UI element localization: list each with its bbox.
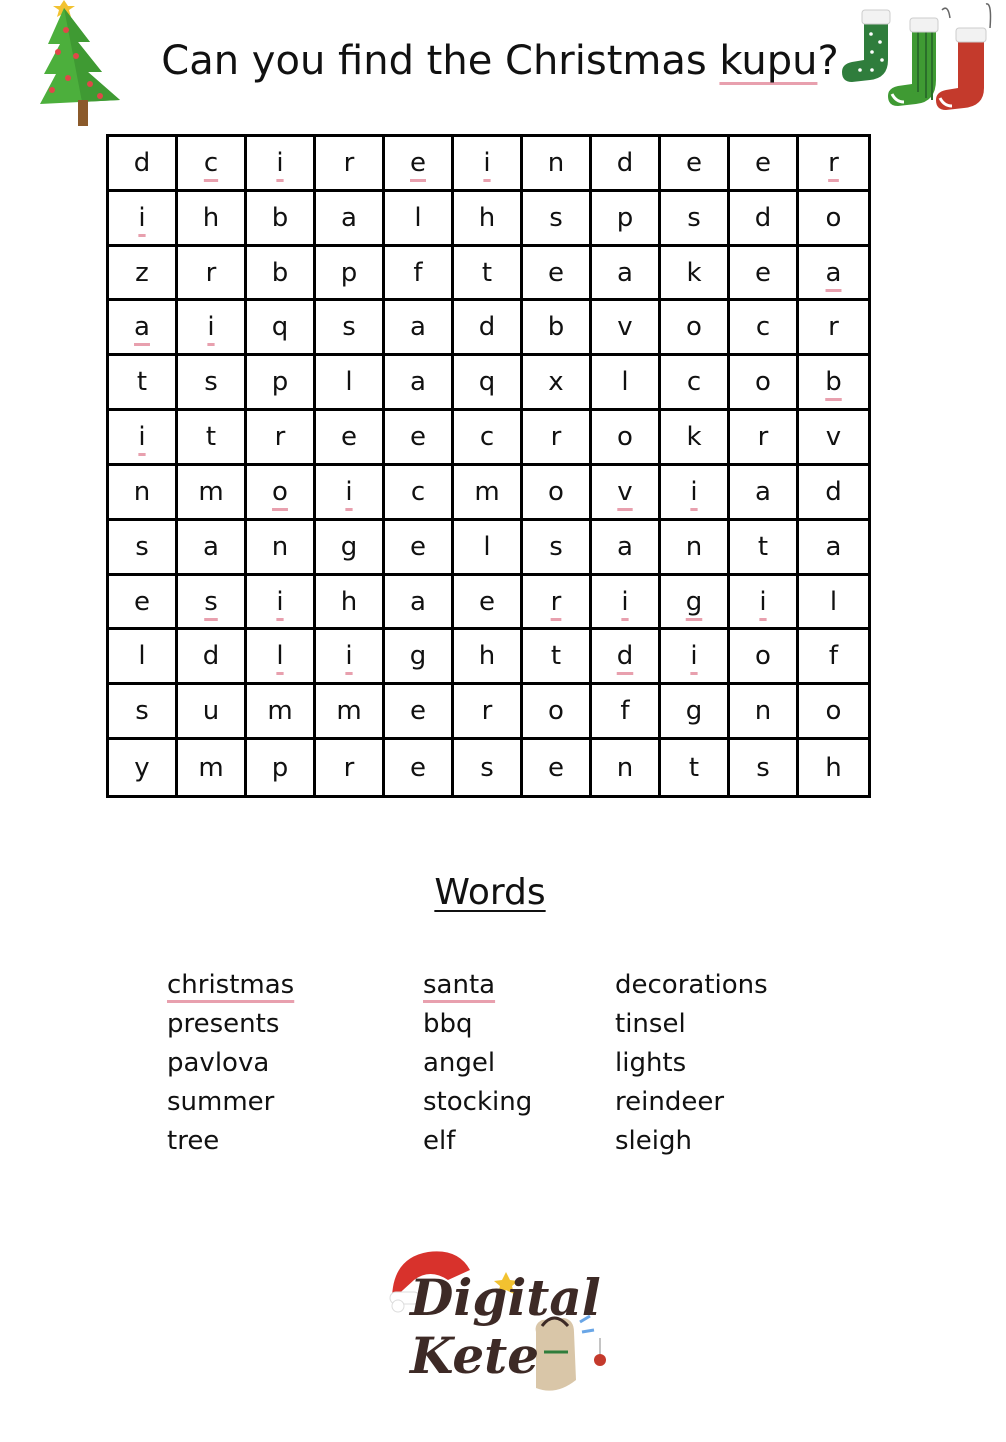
grid-letter: o <box>272 476 288 507</box>
grid-cell <box>730 740 799 795</box>
grid-cell <box>385 411 454 466</box>
grid-letter: t <box>205 422 217 453</box>
grid-cell <box>661 356 730 411</box>
grid-cell <box>523 301 592 356</box>
logo-text-line2: Kete <box>410 1326 540 1385</box>
grid-letter: e <box>755 147 771 178</box>
grid-letter: e <box>410 696 426 727</box>
grid-letter: n <box>685 531 703 562</box>
grid-letter: i <box>207 312 215 343</box>
grid-letter: t <box>757 531 769 562</box>
grid-letter: i <box>345 476 353 507</box>
grid-letter: y <box>134 752 150 783</box>
grid-letter: s <box>549 531 563 562</box>
grid-cell <box>109 576 178 631</box>
grid-letter: i <box>690 476 698 507</box>
grid-cell <box>454 137 523 192</box>
grid-cell <box>523 576 592 631</box>
grid-letter: a <box>341 202 357 233</box>
grid-letter: r <box>274 422 286 453</box>
christmas-tree-icon <box>30 0 134 130</box>
grid-letter: f <box>413 257 423 288</box>
grid-cell <box>799 192 868 247</box>
grid-letter: r <box>828 312 839 343</box>
stockings-icon <box>838 2 1002 114</box>
grid-cell <box>592 685 661 740</box>
grid-letter: h <box>478 641 496 672</box>
grid-letter: d <box>616 641 634 672</box>
grid-letter: e <box>548 257 564 288</box>
grid-letter: r <box>481 696 493 727</box>
grid-cell <box>385 630 454 685</box>
title-underlined-word: kupu <box>719 38 818 84</box>
grid-cell <box>316 740 385 795</box>
grid-cell <box>247 137 316 192</box>
grid-cell <box>385 576 454 631</box>
grid-letter: r <box>550 422 562 453</box>
grid-letter: t <box>481 257 493 288</box>
grid-cell <box>592 466 661 521</box>
grid-letter: h <box>478 202 496 233</box>
grid-letter: e <box>755 257 771 288</box>
grid-cell <box>799 137 868 192</box>
grid-cell <box>109 301 178 356</box>
grid-letter: p <box>271 752 289 783</box>
grid-cell <box>385 685 454 740</box>
grid-letter: r <box>757 422 769 453</box>
grid-cell <box>385 192 454 247</box>
grid-letter: n <box>754 696 772 727</box>
grid-cell <box>523 466 592 521</box>
grid-letter: l <box>414 202 422 233</box>
grid-letter: a <box>410 367 426 398</box>
grid-letter: i <box>621 586 629 617</box>
grid-cell <box>109 247 178 302</box>
grid-cell <box>178 301 247 356</box>
grid-letter: o <box>548 476 564 507</box>
grid-letter: e <box>410 147 426 178</box>
grid-letter: a <box>203 531 219 562</box>
word-item: sleigh <box>615 1126 692 1156</box>
grid-letter: o <box>755 641 771 672</box>
grid-cell <box>661 137 730 192</box>
grid-letter: n <box>616 752 634 783</box>
grid-letter: k <box>686 257 702 288</box>
grid-cell <box>247 576 316 631</box>
grid-cell <box>523 137 592 192</box>
grid-cell <box>523 521 592 576</box>
grid-letter: a <box>410 586 426 617</box>
grid-cell <box>799 576 868 631</box>
grid-cell <box>592 247 661 302</box>
grid-letter: m <box>336 696 362 727</box>
grid-letter: h <box>202 202 220 233</box>
grid-cell <box>385 740 454 795</box>
grid-letter: e <box>548 752 564 783</box>
grid-cell <box>109 630 178 685</box>
grid-letter: s <box>549 202 563 233</box>
grid-letter: i <box>759 586 767 617</box>
grid-letter: e <box>341 422 357 453</box>
grid-cell <box>454 630 523 685</box>
grid-cell <box>730 301 799 356</box>
grid-letter: s <box>135 696 149 727</box>
word-item: angel <box>423 1048 496 1078</box>
grid-letter: a <box>755 476 771 507</box>
grid-letter: a <box>410 312 426 343</box>
grid-letter: v <box>617 476 633 507</box>
grid-letter: p <box>616 202 634 233</box>
grid-cell <box>661 192 730 247</box>
grid-cell <box>178 466 247 521</box>
grid-cell <box>316 137 385 192</box>
grid-cell <box>316 521 385 576</box>
grid-letter: r <box>828 147 839 178</box>
grid-cell <box>523 685 592 740</box>
grid-cell <box>316 576 385 631</box>
grid-letter: v <box>617 312 633 343</box>
grid-cell <box>316 685 385 740</box>
grid-letter: d <box>133 147 151 178</box>
grid-letter: o <box>617 422 633 453</box>
grid-cell <box>454 356 523 411</box>
grid-letter: l <box>345 367 353 398</box>
grid-cell <box>523 356 592 411</box>
grid-cell <box>730 466 799 521</box>
grid-cell <box>661 630 730 685</box>
grid-cell <box>661 247 730 302</box>
grid-cell <box>799 247 868 302</box>
grid-letter: r <box>205 257 217 288</box>
grid-letter: t <box>136 367 148 398</box>
grid-cell <box>385 466 454 521</box>
grid-letter: a <box>617 257 633 288</box>
grid-cell <box>661 576 730 631</box>
grid-letter: l <box>276 641 284 672</box>
word-item: tree <box>167 1126 220 1156</box>
grid-cell <box>109 740 178 795</box>
grid-letter: e <box>686 147 702 178</box>
grid-cell <box>730 576 799 631</box>
grid-cell <box>799 466 868 521</box>
word-item: pavlova <box>167 1048 270 1078</box>
grid-cell <box>247 630 316 685</box>
grid-letter: p <box>271 367 289 398</box>
grid-letter: m <box>198 752 224 783</box>
grid-cell <box>385 356 454 411</box>
grid-letter: c <box>755 312 771 343</box>
grid-cell <box>454 247 523 302</box>
grid-cell <box>247 740 316 795</box>
grid-cell <box>385 247 454 302</box>
grid-cell <box>799 740 868 795</box>
grid-cell <box>592 411 661 466</box>
grid-letter: o <box>825 696 842 727</box>
word-item: santa <box>423 970 496 1000</box>
grid-letter: b <box>547 312 565 343</box>
grid-cell <box>247 192 316 247</box>
grid-letter: r <box>343 147 355 178</box>
logo-text-line1: Digital <box>410 1268 601 1327</box>
grid-letter: g <box>340 531 358 562</box>
grid-letter: l <box>138 641 146 672</box>
grid-cell <box>247 466 316 521</box>
grid-letter: e <box>410 531 426 562</box>
grid-letter: u <box>202 696 220 727</box>
grid-letter: r <box>343 752 355 783</box>
grid-letter: s <box>480 752 494 783</box>
grid-letter: e <box>479 586 495 617</box>
grid-letter: v <box>825 422 842 453</box>
grid-letter: n <box>133 476 151 507</box>
grid-cell <box>454 192 523 247</box>
grid-letter: s <box>204 586 218 617</box>
word-item: decorations <box>615 970 768 1000</box>
grid-cell <box>592 301 661 356</box>
grid-letter: i <box>276 147 284 178</box>
grid-cell <box>454 576 523 631</box>
grid-cell <box>178 576 247 631</box>
grid-cell <box>178 685 247 740</box>
grid-cell <box>109 466 178 521</box>
grid-cell <box>592 740 661 795</box>
grid-cell <box>799 685 868 740</box>
grid-letter: s <box>687 202 701 233</box>
word-list-column-3 <box>615 966 768 1161</box>
word-item: lights <box>615 1048 687 1078</box>
grid-cell <box>316 247 385 302</box>
grid-cell <box>178 740 247 795</box>
grid-cell <box>316 301 385 356</box>
grid-cell <box>799 521 868 576</box>
grid-letter: s <box>342 312 356 343</box>
grid-cell <box>385 137 454 192</box>
grid-cell <box>316 466 385 521</box>
grid-letter: z <box>135 257 149 288</box>
grid-cell <box>178 411 247 466</box>
grid-letter: x <box>548 367 564 398</box>
grid-cell <box>523 630 592 685</box>
word-item: bbq <box>423 1009 473 1039</box>
grid-cell <box>661 740 730 795</box>
grid-letter: c <box>410 476 426 507</box>
grid-cell <box>661 685 730 740</box>
word-item: reindeer <box>615 1087 725 1117</box>
grid-cell <box>730 192 799 247</box>
word-item: summer <box>167 1087 275 1117</box>
grid-cell <box>592 576 661 631</box>
grid-letter: k <box>686 422 702 453</box>
grid-cell <box>661 521 730 576</box>
grid-cell <box>799 301 868 356</box>
grid-cell <box>730 411 799 466</box>
grid-letter: t <box>550 641 562 672</box>
grid-cell <box>730 247 799 302</box>
grid-letter: a <box>825 257 842 288</box>
grid-cell <box>247 685 316 740</box>
page-title: Can you find the Christmas kupu? <box>161 38 839 84</box>
grid-cell <box>592 356 661 411</box>
grid-cell <box>730 630 799 685</box>
grid-cell <box>109 411 178 466</box>
grid-letter: i <box>483 147 491 178</box>
grid-letter: l <box>483 531 491 562</box>
grid-letter: f <box>828 641 839 672</box>
grid-letter: o <box>755 367 771 398</box>
grid-letter: b <box>825 367 842 398</box>
grid-letter: p <box>340 257 358 288</box>
grid-letter: f <box>620 696 630 727</box>
grid-letter: c <box>203 147 219 178</box>
grid-letter: l <box>621 367 629 398</box>
word-list-column-1 <box>167 966 294 1161</box>
grid-letter: i <box>345 641 353 672</box>
grid-letter: c <box>479 422 495 453</box>
grid-cell <box>385 301 454 356</box>
grid-cell <box>178 247 247 302</box>
grid-letter: m <box>198 476 224 507</box>
grid-letter: a <box>617 531 633 562</box>
grid-letter: b <box>271 202 289 233</box>
grid-letter: h <box>825 752 842 783</box>
grid-letter: h <box>340 586 358 617</box>
grid-letter: r <box>550 586 562 617</box>
grid-cell <box>247 247 316 302</box>
grid-cell <box>730 356 799 411</box>
grid-cell <box>178 192 247 247</box>
grid-letter: i <box>138 422 146 453</box>
grid-cell <box>178 356 247 411</box>
grid-cell <box>454 521 523 576</box>
grid-cell <box>316 356 385 411</box>
grid-letter: s <box>135 531 149 562</box>
grid-cell <box>109 137 178 192</box>
grid-letter: i <box>138 202 146 233</box>
grid-letter: t <box>688 752 700 783</box>
grid-cell <box>109 521 178 576</box>
word-item: presents <box>167 1009 280 1039</box>
digital-kete-logo <box>386 1240 626 1410</box>
grid-cell <box>523 247 592 302</box>
grid-letter: i <box>690 641 698 672</box>
grid-letter: c <box>686 367 702 398</box>
grid-cell <box>799 356 868 411</box>
grid-cell <box>661 301 730 356</box>
grid-cell <box>247 356 316 411</box>
grid-cell <box>178 630 247 685</box>
grid-cell <box>109 685 178 740</box>
grid-letter: g <box>409 641 427 672</box>
grid-cell <box>247 521 316 576</box>
grid-cell <box>592 137 661 192</box>
words-heading: Words <box>434 872 546 913</box>
grid-letter: n <box>547 147 565 178</box>
grid-cell <box>385 521 454 576</box>
grid-cell <box>109 192 178 247</box>
grid-cell <box>661 411 730 466</box>
grid-cell <box>247 411 316 466</box>
grid-letter: l <box>829 586 838 617</box>
grid-cell <box>730 137 799 192</box>
grid-letter: m <box>267 696 293 727</box>
grid-cell <box>523 740 592 795</box>
grid-letter: o <box>825 202 842 233</box>
grid-letter: o <box>548 696 564 727</box>
grid-cell <box>592 521 661 576</box>
grid-letter: d <box>616 147 634 178</box>
grid-letter: b <box>271 257 289 288</box>
grid-cell <box>316 411 385 466</box>
grid-cell <box>661 466 730 521</box>
word-item: elf <box>423 1126 456 1156</box>
grid-cell <box>799 411 868 466</box>
grid-letter: d <box>478 312 496 343</box>
grid-letter: q <box>271 312 289 343</box>
grid-cell <box>178 521 247 576</box>
grid-letter: n <box>271 531 289 562</box>
word-item: christmas <box>167 970 295 1000</box>
grid-letter: i <box>276 586 284 617</box>
word-item: stocking <box>423 1087 533 1117</box>
grid-cell <box>109 356 178 411</box>
grid-letter: e <box>410 752 426 783</box>
grid-cell <box>523 192 592 247</box>
grid-cell <box>730 521 799 576</box>
grid-cell <box>454 411 523 466</box>
grid-cell <box>523 411 592 466</box>
grid-cell <box>454 740 523 795</box>
grid-cell <box>247 301 316 356</box>
grid-letter: d <box>754 202 772 233</box>
grid-letter: e <box>410 422 426 453</box>
word-item: tinsel <box>615 1009 686 1039</box>
grid-letter: s <box>756 752 770 783</box>
grid-letter: d <box>202 641 220 672</box>
grid-letter: s <box>204 367 218 398</box>
grid-cell <box>454 301 523 356</box>
grid-letter: m <box>474 476 500 507</box>
grid-cell <box>316 630 385 685</box>
grid-cell <box>178 137 247 192</box>
grid-letter: o <box>686 312 702 343</box>
word-search-grid <box>106 134 871 798</box>
grid-letter: e <box>134 586 150 617</box>
grid-letter: a <box>825 531 842 562</box>
grid-letter: g <box>685 696 703 727</box>
grid-cell <box>730 685 799 740</box>
grid-letter: g <box>685 586 703 617</box>
grid-cell <box>316 192 385 247</box>
grid-cell <box>454 685 523 740</box>
word-list-column-2 <box>423 966 532 1161</box>
grid-cell <box>799 630 868 685</box>
grid-cell <box>592 192 661 247</box>
grid-letter: a <box>134 312 150 343</box>
grid-cell <box>454 466 523 521</box>
grid-letter: d <box>825 476 842 507</box>
grid-cell <box>592 630 661 685</box>
grid-letter: q <box>478 367 496 398</box>
